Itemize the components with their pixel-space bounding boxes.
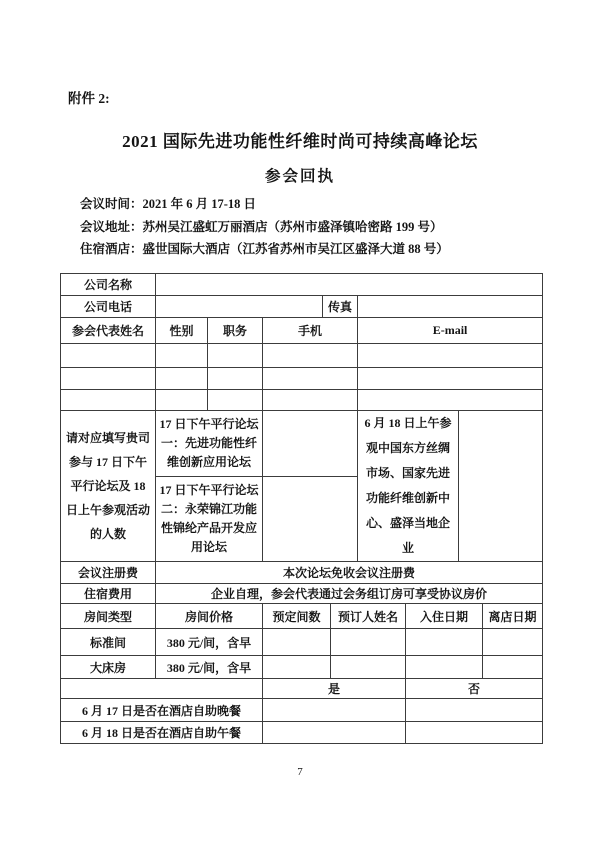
room-count-header: 预定间数 xyxy=(263,604,331,629)
rep-email-field xyxy=(358,344,543,368)
company-name-row xyxy=(61,274,543,296)
rep-email-header: E-mail xyxy=(358,318,543,344)
room-row-standard xyxy=(61,629,543,656)
room-guest-field xyxy=(331,656,406,679)
rep-mobile-field xyxy=(263,344,358,368)
activity-row-forum1 xyxy=(61,411,543,477)
room-price-value: 380 元/间，含早 xyxy=(156,629,263,656)
rep-mobile-field xyxy=(263,368,358,390)
meal-row-dinner xyxy=(61,699,543,722)
meal-yes-field xyxy=(263,699,406,722)
rep-email-field xyxy=(358,368,543,390)
meal-yes-field xyxy=(263,722,406,744)
checkout-date-field xyxy=(483,656,543,679)
registration-fee-row xyxy=(61,562,543,584)
room-price-value: 380 元/间，含早 xyxy=(156,656,263,679)
representative-header-row xyxy=(61,318,543,344)
room-guest-header: 预订人姓名 xyxy=(331,604,406,629)
rep-gender-field xyxy=(156,368,208,390)
activity-instruction: 请对应填写贵司参与 17 日下午平行论坛及 18 日上午参观活动的人数 xyxy=(61,411,156,562)
room-header-row xyxy=(61,604,543,629)
room-type-value: 大床房 xyxy=(61,656,156,679)
yes-header: 是 xyxy=(263,679,406,699)
checkin-date-field xyxy=(406,656,483,679)
meal-no-field xyxy=(406,699,543,722)
yes-no-spacer-cell xyxy=(61,679,263,699)
visit-description: 6 月 18 日上午参观中国东方丝绸市场、国家先进功能纤维创新中心、盛泽当地企业 xyxy=(358,411,459,562)
room-type-header: 房间类型 xyxy=(61,604,156,629)
rep-title-field xyxy=(208,390,263,411)
rep-name-field xyxy=(61,344,156,368)
company-name-field xyxy=(156,274,543,296)
meeting-time-line: 会议时间：2021 年 6 月 17-18 日 xyxy=(80,197,257,211)
room-type-value: 标准间 xyxy=(61,629,156,656)
checkout-date-field xyxy=(483,629,543,656)
room-price-header: 房间价格 xyxy=(156,604,263,629)
rep-title-header: 职务 xyxy=(208,318,263,344)
company-phone-field xyxy=(156,296,323,318)
forum2-count-field xyxy=(263,477,358,562)
checkin-date-field xyxy=(406,629,483,656)
company-name-label: 公司名称 xyxy=(61,274,156,296)
lodging-fee-label: 住宿费用 xyxy=(61,584,156,604)
fax-field xyxy=(358,296,543,318)
company-phone-row xyxy=(61,296,543,318)
fax-label: 传真 xyxy=(323,296,358,318)
meal-question-label: 6 月 17 日是否在酒店自助晚餐 xyxy=(61,699,263,722)
lodging-fee-row xyxy=(61,584,543,604)
rep-mobile-field xyxy=(263,390,358,411)
representative-entry-row xyxy=(61,368,543,390)
meal-row-lunch xyxy=(61,722,543,744)
document-title: 2021 国际先进功能性纤维时尚可持续高峰论坛 xyxy=(122,132,478,151)
rep-name-field xyxy=(61,390,156,411)
meal-question-label: 6 月 18 日是否在酒店自助午餐 xyxy=(61,722,263,744)
visit-count-field xyxy=(459,411,543,562)
rep-title-field xyxy=(208,344,263,368)
room-guest-field xyxy=(331,629,406,656)
lodging-fee-value: 企业自理，参会代表通过会务组订房可享受协议房价 xyxy=(156,584,543,604)
forum2-description: 17 日下午平行论坛二：永荣锦江功能性锦纶产品开发应用论坛 xyxy=(156,477,263,562)
checkin-date-header: 入住日期 xyxy=(406,604,483,629)
forum1-count-field xyxy=(263,411,358,477)
checkout-date-header: 离店日期 xyxy=(483,604,543,629)
rep-gender-field xyxy=(156,344,208,368)
room-count-field xyxy=(263,629,331,656)
rep-gender-header: 性别 xyxy=(156,318,208,344)
representative-entry-row xyxy=(61,390,543,411)
room-row-king xyxy=(61,656,543,679)
rep-gender-field xyxy=(156,390,208,411)
lodging-hotel-line: 住宿酒店：盛世国际大酒店（江苏省苏州市吴江区盛泽大道 88 号） xyxy=(80,242,449,256)
meeting-info-block xyxy=(80,193,449,261)
rep-mobile-header: 手机 xyxy=(263,318,358,344)
rep-name-header: 参会代表姓名 xyxy=(61,318,156,344)
no-header: 否 xyxy=(406,679,543,699)
room-count-field xyxy=(263,656,331,679)
yes-no-header-row xyxy=(61,679,543,699)
document-subtitle: 参会回执 xyxy=(264,168,335,185)
representative-entry-row xyxy=(61,344,543,368)
meeting-address-line: 会议地址：苏州吴江盛虹万丽酒店（苏州市盛泽镇哈密路 199 号） xyxy=(80,219,443,234)
rep-email-field xyxy=(358,390,543,411)
meal-no-field xyxy=(406,722,543,744)
forum1-description: 17 日下午平行论坛一：先进功能性纤维创新应用论坛 xyxy=(156,411,263,477)
registration-fee-label: 会议注册费 xyxy=(61,562,156,584)
registration-fee-value: 本次论坛免收会议注册费 xyxy=(156,562,543,584)
page-number: 7 xyxy=(297,766,303,778)
registration-form-table xyxy=(60,273,543,744)
company-phone-label: 公司电话 xyxy=(61,296,156,318)
rep-title-field xyxy=(208,368,263,390)
rep-name-field xyxy=(61,368,156,390)
attachment-label: 附件 2: xyxy=(68,91,110,106)
